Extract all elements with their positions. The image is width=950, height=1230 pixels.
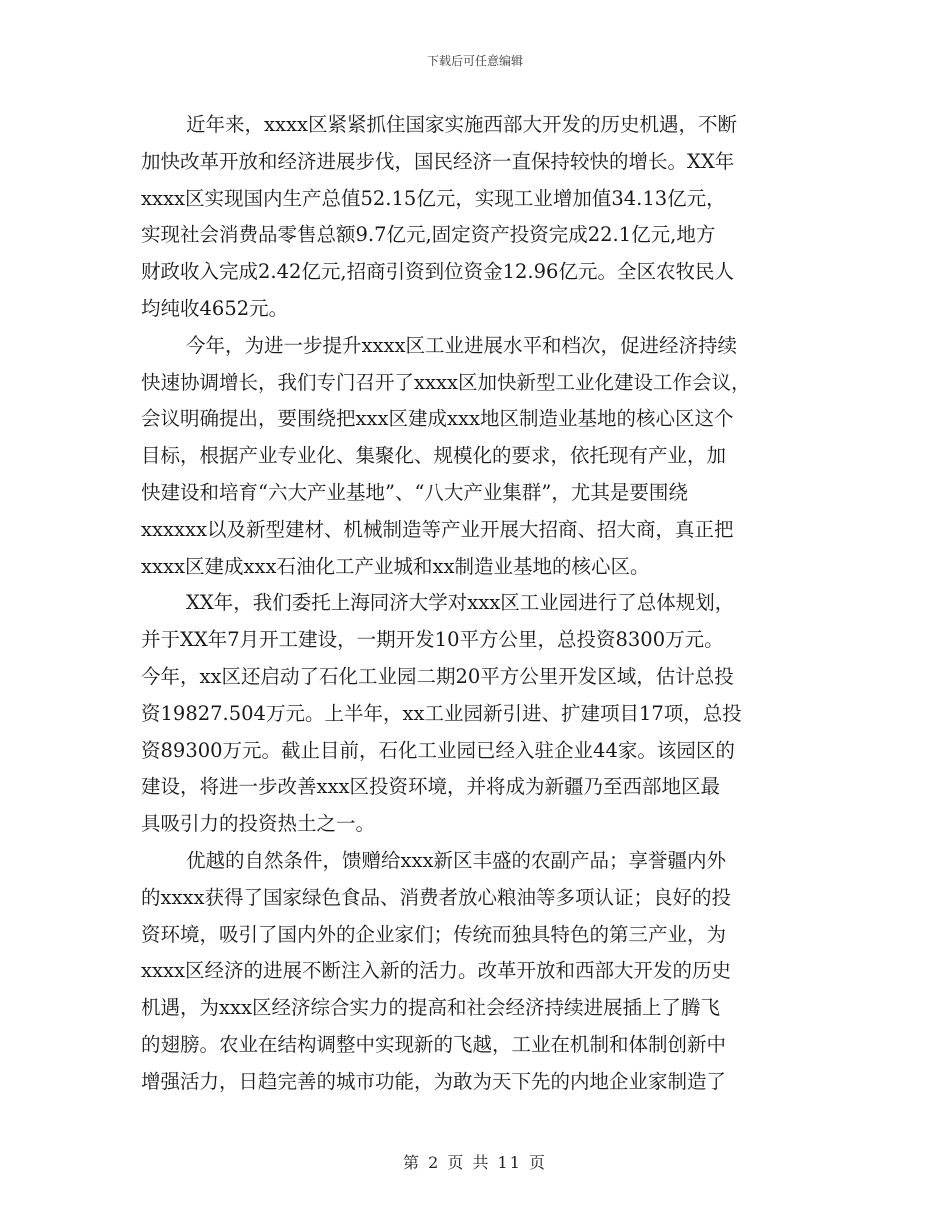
- page-number-footer: 第 2 页 共 11 页: [403, 1153, 547, 1172]
- text-line: 会议明确提出，要围绕把xxx区建成xxx地区制造业基地的核心区这个: [141, 407, 734, 431]
- text-line: 资89300万元。截止目前，石化工业园已经入驻企业44家。该园区的: [141, 738, 735, 762]
- text-line: 快建设和培育“六大产业基地”、“八大产业集群”，尤其是要围绕: [141, 480, 688, 504]
- text-line: 的xxxx获得了国家绿色食品、消费者放心粮油等多项认证；良好的投: [141, 885, 731, 909]
- text-line: 财政收入完成2.42亿元,招商引资到位资金12.96亿元。全区农牧民人: [141, 260, 734, 284]
- paragraph: [141, 107, 813, 328]
- text-line: 机遇，为xxx区经济综合实力的提高和社会经济持续进展插上了腾飞: [141, 996, 720, 1020]
- text-line: 并于XX年7月开工建设，一期开发10平方公里，总投资8300万元。: [141, 628, 724, 652]
- text-line: 目标，根据产业专业化、集聚化、规模化的要求，依托现有产业，加: [141, 444, 727, 468]
- text-line: 加快改革开放和经济进展步伐，国民经济一直保持较快的增长。XX年: [141, 149, 735, 173]
- paragraph: [141, 585, 813, 843]
- page-header: 下载后可任意编辑: [426, 54, 523, 68]
- text-line: 资19827.504万元。上半年，xx工业园新引进、扩建项目17项，总投: [141, 701, 742, 725]
- text-line: XX年，我们委托上海同济大学对xxx区工业园进行了总体规划，: [186, 591, 735, 615]
- text-line: 增强活力，日趋完善的城市功能，为敢为天下先的内地企业家制造了: [141, 1069, 727, 1093]
- text-line: 的翅膀。农业在结构调整中实现新的飞越，工业在机制和体制创新中: [141, 1032, 727, 1056]
- text-line: 今年，xx区还启动了石化工业园二期20平方公里开发区域，估计总投: [141, 664, 734, 688]
- text-line: 今年，为进一步提升xxxx区工业进展水平和档次，促进经济持续: [186, 333, 737, 357]
- text-line: xxxx区建成xxx石油化工产业城和xx制造业基地的核心区。: [141, 554, 650, 578]
- document-body: [141, 107, 813, 1101]
- text-line: 快速协调增长，我们专门召开了xxxx区加快新型工业化建设工作会议，: [141, 370, 751, 394]
- text-line: 优越的自然条件，馈赠给xxx新区丰盛的农副产品；享誉疆内外: [186, 848, 726, 872]
- paragraph: [141, 843, 813, 1101]
- text-line: 具吸引力的投资热土之一。: [141, 812, 376, 836]
- text-line: 均纯收4652元。: [141, 296, 289, 320]
- text-line: xxxx区实现国内生产总值52.15亿元，实现工业增加值34.13亿元，: [141, 186, 726, 210]
- text-line: xxxxxx以及新型建材、机械制造等产业开展大招商、招大商，真正把: [141, 517, 734, 541]
- text-line: 建设，将进一步改善xxx区投资环境，并将成为新疆乃至西部地区最: [141, 775, 720, 799]
- text-line: xxxx区经济的进展不断注入新的活力。改革开放和西部大开发的历史: [141, 959, 731, 983]
- text-line: 实现社会消费品零售总额9.7亿元,固定资产投资完成22.1亿元,地方: [141, 223, 716, 247]
- paragraph: [141, 328, 813, 586]
- text-line: 近年来，xxxx区紧紧抓住国家实施西部大开发的历史机遇，不断: [186, 113, 737, 136]
- text-line: 资环境，吸引了国内外的企业家们；传统而独具特色的第三产业，为: [141, 922, 727, 946]
